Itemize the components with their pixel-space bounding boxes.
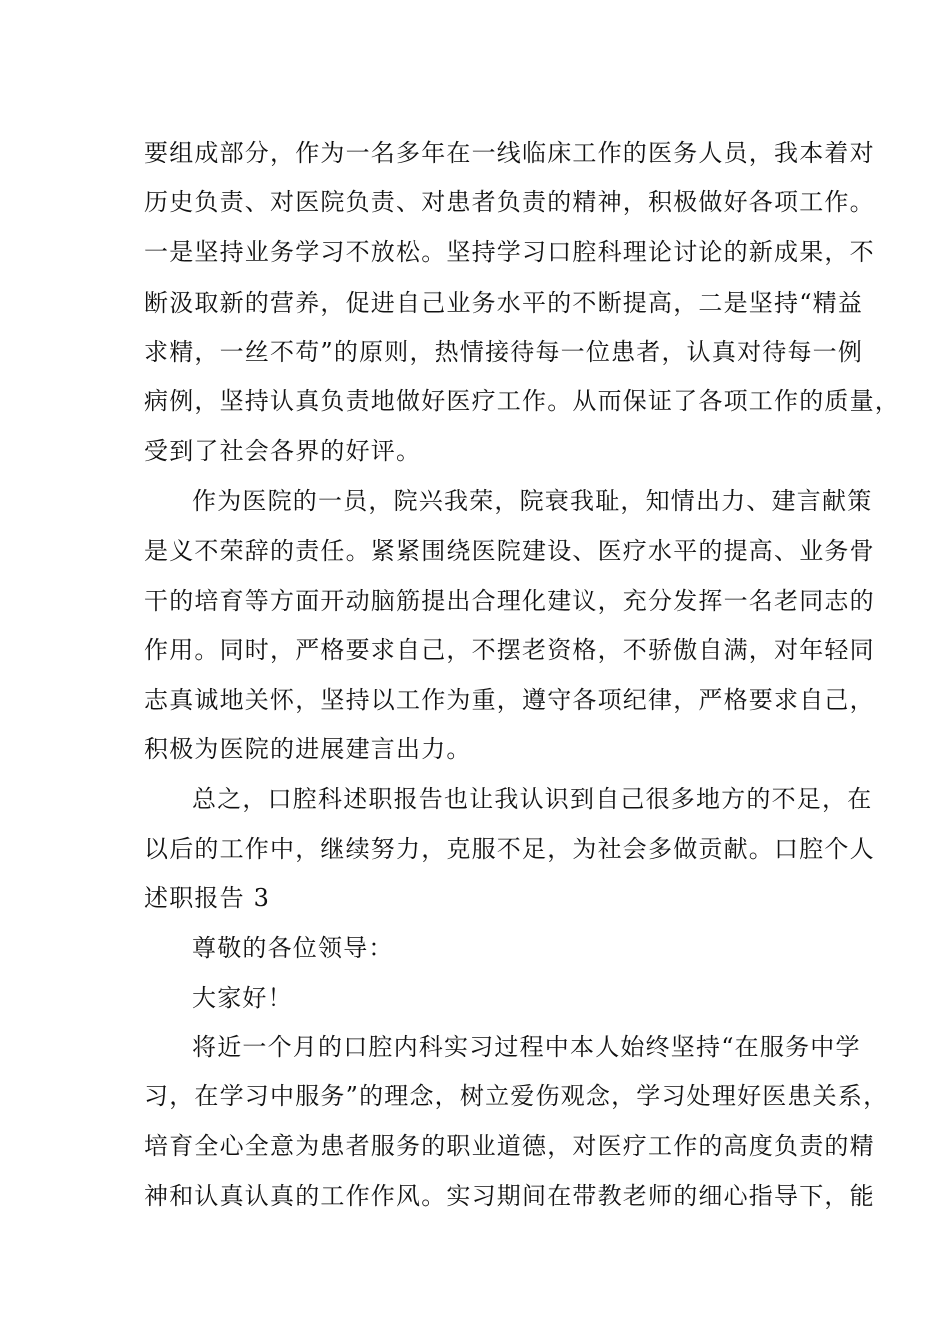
paragraph-first-line: 作为医院的一员，院兴我荣，院衰我耻，知情出力、建言献策 [192, 487, 873, 515]
text-line: 一是坚持业务学习不放松。坚持学习口腔科理论讨论的新成果，不 [144, 238, 875, 266]
text-line: 积极为医院的进展建言出力。 [144, 735, 472, 763]
text-line: 受到了社会各界的好评。 [144, 437, 422, 465]
text-line: 习，在学习中服务”的理念，树立爱伤观念，学习处理好医患关系， [144, 1082, 889, 1110]
paragraph-first-line: 总之，口腔科述职报告也让我认识到自己很多地方的不足，在 [192, 785, 873, 813]
text-line: 断汲取新的营养，促进自己业务水平的不断提高，二是坚持“精益 [144, 289, 864, 317]
text-line: 求精，一丝不苟”的原则，热情接待每一位患者，认真对待每一例 [144, 338, 864, 366]
text-line: 要组成部分，作为一名多年在一线临床工作的医务人员，我本着对 [144, 139, 875, 167]
text-line: 是义不荣辞的责任。紧紧围绕医院建设、医疗水平的提高、业务骨 [144, 537, 875, 565]
text-line: 神和认真认真的工作作风。实习期间在带教老师的细心指导下，能 [144, 1182, 875, 1210]
text-line: 病例，坚持认真负责地做好医疗工作。从而保证了各项工作的质量， [144, 387, 900, 415]
salutation: 尊敬的各位领导： [192, 934, 394, 962]
text-line: 作用。同时，严格要求自己，不摆老资格，不骄傲自满，对年轻同 [144, 636, 875, 664]
text-line: 历史负责、对医院负责、对患者负责的精神，积极做好各项工作。 [144, 188, 875, 216]
text-line: 干的培育等方面开动脑筋提出合理化建议，充分发挥一名老同志的 [144, 587, 875, 615]
text-line: 志真诚地关怀，坚持以工作为重，遵守各项纪律，严格要求自己， [144, 686, 875, 714]
section-heading: 述职报告 3 [144, 884, 271, 912]
greeting: 大家好！ [192, 984, 293, 1012]
text-line: 以后的工作中，继续努力，克服不足，为社会多做贡献。口腔个人 [144, 835, 875, 863]
paragraph-first-line: 将近一个月的口腔内科实习过程中本人始终坚持“在服务中学 [192, 1033, 861, 1061]
text-line: 培育全心全意为患者服务的职业道德，对医疗工作的高度负责的精 [144, 1132, 875, 1160]
